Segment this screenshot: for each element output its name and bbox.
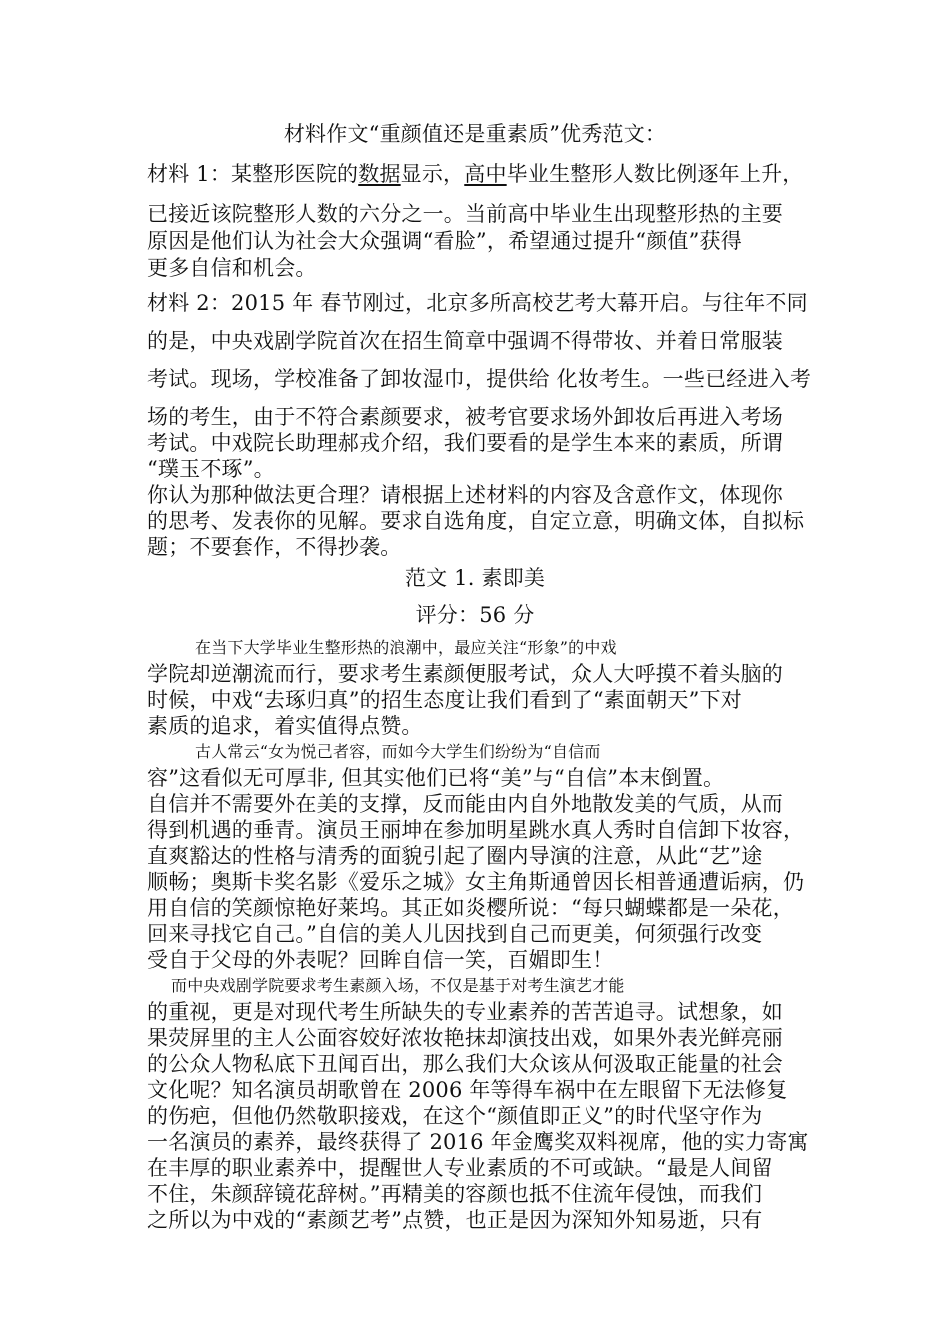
para-2-line-2: 容”这看似无可厚非, 但其实他们已将“美”与“自信”本末倒置。 <box>147 766 725 790</box>
para-2-line-3: 自信并不需要外在美的支撑，反而能由内自外地散发美的气质，从而 <box>147 792 783 816</box>
underlined-word-highschool: 高中 <box>464 162 507 186</box>
para-3-line-10: 之所以为中戏的“素颜艺考”点赞，也正是因为深知外知易逝，只有 <box>147 1208 763 1232</box>
question-line-3: 题；不要套作，不得抄袭。 <box>147 535 402 559</box>
material-2-line-5: 考试。中戏院长助理郝戎介绍，我们要看的是学生本来的素质，所谓 <box>147 431 783 455</box>
para-2-line-9: 受自于父母的外表呢？回眸自信一笑，百媚即生！ <box>147 948 614 972</box>
para-1-line-2: 学院却逆潮流而行，要求考生素颜便服考试，众人大呼摸不着头脑的 <box>147 662 783 686</box>
material-1-text: 材料 1：某整形医院的 <box>147 162 359 186</box>
para-2-line-8: 回来寻找它自己。”自信的美人儿因找到自己而更美，何须强行改变 <box>147 922 763 946</box>
material-2-line-6: “璞玉不琢”。 <box>147 457 275 481</box>
material-2-line-1: 材料 2：2015 年 春节刚过，北京多所高校艺考大幕开启。与往年不同 <box>147 291 808 315</box>
essay-title: 范文 1. 素即美 <box>404 566 546 590</box>
para-3-line-1: 而中央戏剧学院要求考生素颜入场，不仅是基于对考生演艺才能 <box>171 976 625 995</box>
para-3-line-2: 的重视，更是对现代考生所缺失的专业素养的苦苦追寻。试想象，如 <box>147 1000 783 1024</box>
para-1-line-1: 在当下大学毕业生整形热的浪潮中，最应关注“形象”的中戏 <box>195 638 617 657</box>
essay-score: 评分：56 分 <box>415 603 535 627</box>
para-2-line-1: 古人常云“女为悦己者容，而如今大学生们纷纷为“自信而 <box>195 742 601 761</box>
para-1-line-4: 素质的追求，着实值得点赞。 <box>147 714 423 738</box>
para-2-line-6: 顺畅；奥斯卡奖名影《爱乐之城》女主角斯通曾因长相普通遭诟病，仍 <box>147 870 805 894</box>
material-1-line-1 <box>147 160 807 188</box>
material-2-line-2: 的是，中央戏剧学院首次在招生简章中强调不得带妆、并着日常服装 <box>147 329 783 353</box>
para-3-line-7: 一名演员的素养，最终获得了 2016 年金鹰奖双料视席，他的实力寄寓 <box>147 1130 809 1154</box>
para-3-line-4: 的公众人物私底下丑闻百出，那么我们大众该从何汲取正能量的社会 <box>147 1052 783 1076</box>
para-2-line-5: 直爽豁达的性格与清秀的面貌引起了圈内导演的注意，从此“艺”途 <box>147 844 763 868</box>
material-1-line-2: 已接近该院整形人数的六分之一。当前高中毕业生出现整形热的主要 <box>147 202 783 226</box>
para-3-line-6: 的伤疤，但他仍然敬职接戏，在这个“颜值即正义”的时代坚守作为 <box>147 1104 763 1128</box>
material-2-line-3: 考试。现场，学校准备了卸妆湿巾，提供给 化妆考生。一些已经进入考 <box>147 367 812 391</box>
underlined-word-data: 数据 <box>358 162 401 186</box>
material-1-text: 毕业生整形人数比例逐年上升， <box>506 162 804 186</box>
para-2-line-7: 用自信的笑颜惊艳好莱坞。其正如炎樱所说：“每只蝴蝶都是一朵花， <box>147 896 794 920</box>
para-3-line-9: 不住，朱颜辞镜花辞树。”再精美的容颜也抵不住流年侵蚀，而我们 <box>147 1182 763 1206</box>
question-line-2: 的思考、发表你的见解。要求自选角度，自定立意，明确文体，自拟标 <box>147 509 805 533</box>
question-line-1: 你认为那种做法更合理？请根据上述材料的内容及含意作文，体现你 <box>147 483 783 507</box>
para-1-line-3: 时候，中戏“去琢归真”的招生态度让我们看到了“素面朝天”下对 <box>147 688 742 712</box>
material-1-line-3: 原因是他们认为社会大众强调“看脸”，希望通过提升“颜值”获得 <box>147 229 742 253</box>
doc-title: 材料作文“重颜值还是重素质”优秀范文： <box>283 122 667 146</box>
material-2-line-4: 场的考生，由于不符合素颜要求，被考官要求场外卸妆后再进入考场 <box>147 405 783 429</box>
para-3-line-3: 果荧屏里的主人公面容姣好浓妆艳抹却演技出戏，如果外表光鲜亮丽 <box>147 1026 783 1050</box>
para-3-line-5: 文化呢？知名演员胡歌曾在 2006 年等得车祸中在左眼留下无法修复 <box>147 1078 788 1102</box>
para-3-line-8: 在丰厚的职业素养中，提醒世人专业素质的不可或缺。“最是人间留 <box>147 1156 773 1180</box>
material-1-text: 显示， <box>400 162 465 186</box>
para-2-line-4: 得到机遇的垂青。演员王丽坤在参加明星跳水真人秀时自信卸下妆容， <box>147 818 805 842</box>
material-1-line-4: 更多自信和机会。 <box>147 256 317 280</box>
